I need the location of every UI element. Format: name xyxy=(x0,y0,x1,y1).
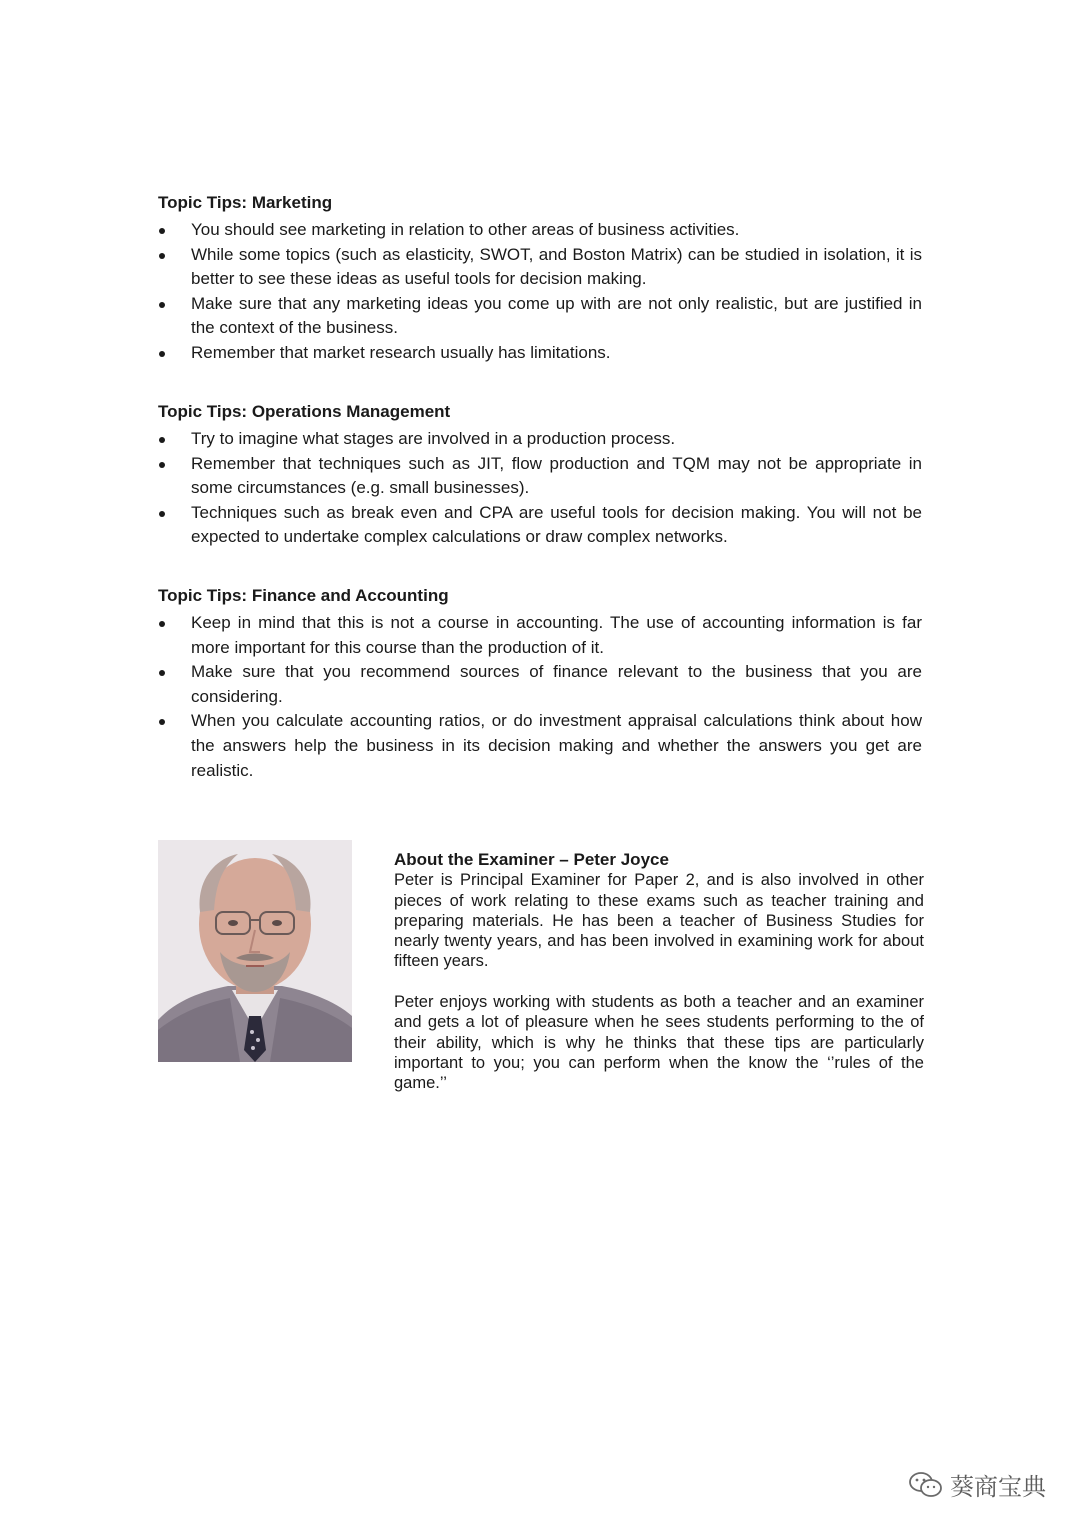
bullet-icon xyxy=(159,462,165,468)
examiner-photo xyxy=(158,840,352,1062)
list-item: Techniques such as break even and CPA are useful tools for decision making. You will not be expected to undertake complex calculations or draw complex networks. xyxy=(158,501,922,550)
watermark xyxy=(908,1467,1046,1502)
section-finance-and-accounting xyxy=(158,585,922,783)
section-marketing xyxy=(158,192,922,366)
section-operations-management xyxy=(158,401,922,550)
bullet-icon xyxy=(159,253,165,259)
list-item: Remember that market research usually has limitations. xyxy=(158,341,922,366)
examiner-bio-paragraph: Peter enjoys working with students as both a teacher and an examiner and gets a lot of pleasure when he sees students performing to the of their ability, which is why he thinks that these tips are particularly important to you; you can perform when the know the ‘’rules of the game.’’ xyxy=(394,993,924,1093)
bullet-icon xyxy=(159,719,165,725)
bullet-icon xyxy=(159,621,165,627)
bullet-list xyxy=(158,611,922,783)
list-item: You should see marketing in relation to other areas of business activities. xyxy=(158,218,922,243)
list-item: Make sure that any marketing ideas you come up with are not only realistic, but are justified in the context of the business. xyxy=(158,292,922,341)
bullet-icon xyxy=(159,351,165,357)
examiner-bio-paragraph: Peter is Principal Examiner for Paper 2, and is also involved in other pieces of work relating to these exams such as teacher training and preparing materials. He has been a teacher of Business Studies for nearly twenty years, and has been involved in examining work for about fifteen years. xyxy=(394,871,924,971)
list-item: When you calculate accounting ratios, or do investment appraisal calculations think about how the answers help the business in its decision making and whether the answers you get are realistic. xyxy=(158,709,922,783)
section-heading: Topic Tips: Operations Management xyxy=(158,402,451,421)
watermark-text: 葵商宝典 xyxy=(950,1473,1046,1501)
bullet-icon xyxy=(159,511,165,517)
list-item: While some topics (such as elasticity, SWOT, and Boston Matrix) can be studied in isolation, it is better to see these ideas as useful tools for decision making. xyxy=(158,243,922,292)
bullet-icon xyxy=(159,302,165,308)
examiner-portrait-icon xyxy=(158,840,352,1062)
examiner-heading: About the Examiner – Peter Joyce xyxy=(394,850,669,869)
bullet-list xyxy=(158,427,922,550)
about-examiner xyxy=(394,850,924,1094)
list-item: Remember that techniques such as JIT, flow production and TQM may not be appropriate in some circumstances (e.g. small businesses). xyxy=(158,452,922,501)
wechat-icon xyxy=(908,1470,944,1500)
bullet-icon xyxy=(159,670,165,676)
section-heading: Topic Tips: Finance and Accounting xyxy=(158,586,449,605)
section-heading: Topic Tips: Marketing xyxy=(158,193,333,212)
bullet-icon xyxy=(159,437,165,443)
list-item: Keep in mind that this is not a course in accounting. The use of accounting information is far more important for this course than the production of it. xyxy=(158,611,922,660)
list-item: Make sure that you recommend sources of finance relevant to the business that you are considering. xyxy=(158,660,922,709)
bullet-icon xyxy=(159,228,165,234)
list-item: Try to imagine what stages are involved in a production process. xyxy=(158,427,922,452)
bullet-list xyxy=(158,218,922,366)
